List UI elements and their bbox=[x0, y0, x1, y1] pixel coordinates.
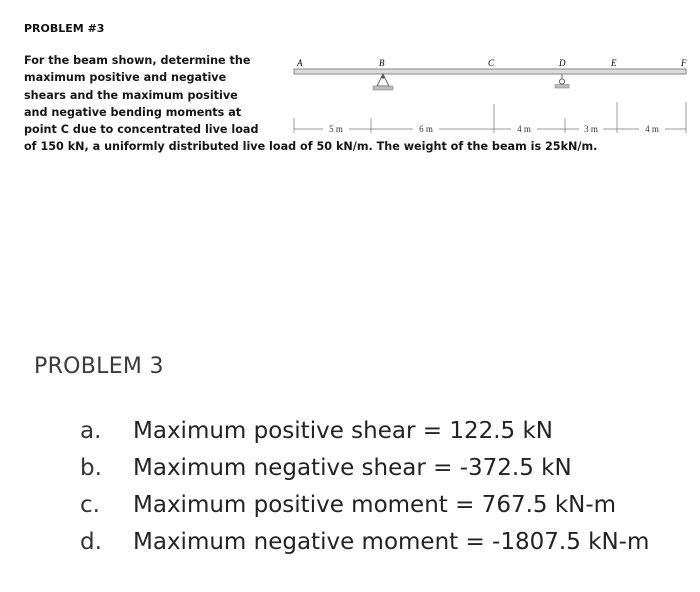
answer-item bbox=[80, 492, 649, 529]
beam bbox=[294, 69, 686, 74]
answer-list bbox=[80, 418, 649, 566]
answer-text: Maximum positive shear = 122.5 kN bbox=[133, 418, 553, 444]
span-label-cd: 4 m bbox=[517, 124, 531, 134]
problem-line: of 150 kN, a uniformly distributed live load of 50 kN/m. The weight of the beam is 25kN/m. bbox=[24, 140, 598, 154]
answer-letter: c. bbox=[80, 492, 100, 518]
dimension-line bbox=[294, 102, 686, 133]
point-label-e: E bbox=[611, 58, 617, 68]
point-label-f: F bbox=[681, 58, 687, 68]
answer-title: PROBLEM 3 bbox=[34, 354, 164, 379]
problem-line: shears and the maximum positive bbox=[24, 88, 238, 102]
answer-letter: a. bbox=[80, 418, 102, 444]
answer-text: Maximum negative shear = -372.5 kN bbox=[133, 455, 572, 481]
pin-support-b bbox=[373, 74, 393, 90]
answer-letter: b. bbox=[80, 455, 102, 481]
span-label-ab: 5 m bbox=[329, 124, 343, 134]
point-label-c: C bbox=[488, 58, 495, 68]
problem-line: For the beam shown, determine the bbox=[24, 54, 251, 67]
problem-line: maximum positive and negative bbox=[24, 71, 227, 85]
beam-diagram bbox=[288, 54, 690, 144]
answer-item bbox=[80, 418, 649, 455]
span-label-ef: 4 m bbox=[645, 124, 659, 134]
answer-item bbox=[80, 455, 649, 492]
span-label-de: 3 m bbox=[584, 124, 598, 134]
answer-text: Maximum negative moment = -1807.5 kN-m bbox=[133, 529, 650, 555]
point-label-d: D bbox=[559, 58, 566, 68]
problem-line: point C due to concentrated live load bbox=[24, 123, 259, 137]
point-label-a: A bbox=[297, 58, 303, 68]
span-label-bc: 6 m bbox=[419, 124, 433, 134]
point-label-b: B bbox=[379, 58, 385, 68]
problem-heading: PROBLEM #3 bbox=[24, 22, 105, 35]
answer-letter: d. bbox=[80, 529, 102, 555]
answer-text: Maximum positive moment = 767.5 kN-m bbox=[133, 492, 617, 518]
problem-line: and negative bending moments at bbox=[24, 105, 242, 119]
answer-item bbox=[80, 529, 649, 566]
roller-support-d bbox=[555, 74, 569, 88]
